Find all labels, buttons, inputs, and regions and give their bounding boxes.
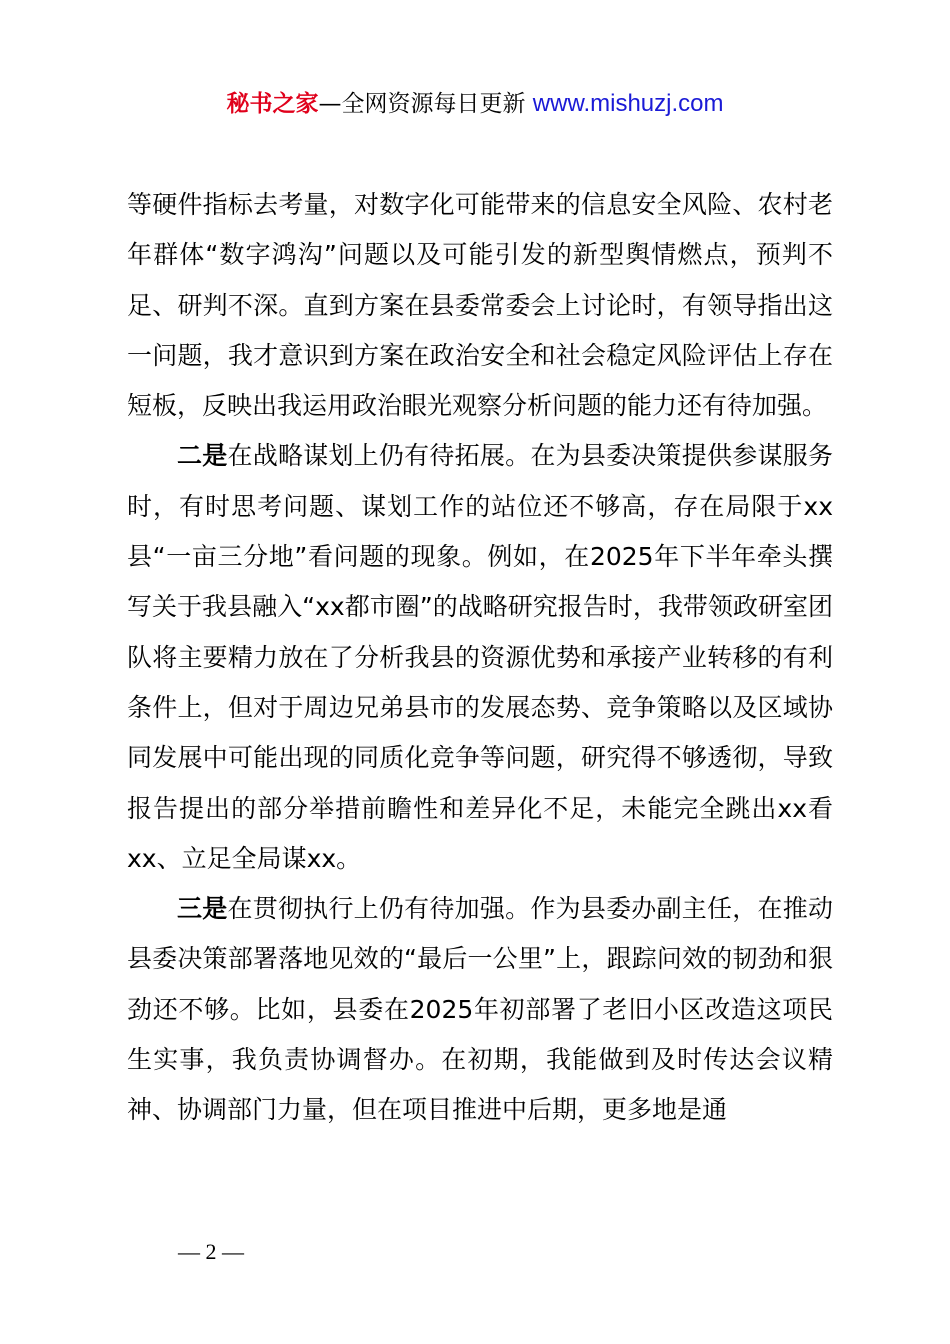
- document-body: [127, 180, 833, 1136]
- paragraph-continued: [127, 180, 833, 431]
- site-header: [0, 88, 950, 120]
- paragraph-text: 等硬件指标去考量，对数字化可能带来的信息安全风险、农村老年群体“数字鸿沟”问题以及可能引发的新型舆情燃点，预判不足、研判不深。直到方案在县委常委会上讨论时，有领导指出这一问题，我才意识到方案在政治安全和社会稳定风险评估上存在短板，反映出我运用政治眼光观察分析问题的能力还有待加强。: [127, 190, 833, 421]
- paragraph-point-three: [127, 884, 833, 1135]
- paragraph-point-two: [127, 431, 833, 884]
- paragraph-lead: 二是: [177, 441, 228, 471]
- header-slogan: —全网资源每日更新: [318, 91, 526, 117]
- page-number: — 2 —: [178, 1239, 244, 1264]
- site-url-link[interactable]: www.mishuzj.com: [532, 90, 724, 117]
- paragraph-text: 在战略谋划上仍有待拓展。在为县委决策提供参谋服务时，有时思考问题、谋划工作的站位还不够高，存在局限于xx县“一亩三分地”看问题的现象。例如，在2025年下半年牵头撰写关于我县融入“xx都市圈”的战略研究报告时，我带领政研室团队将主要精力放在了分析我县的资源优势和承接产业转移的有利条件上，但对于周边兄弟县市的发展态势、竞争策略以及区域协同发展中可能出现的同质化竞争等问题，研究得不够透彻，导致报告提出的部分举措前瞻性和差异化不足，未能完全跳出xx看xx、立足全局谋xx。: [127, 441, 833, 873]
- brand-name: 秘书之家: [226, 91, 319, 117]
- paragraph-lead: 三是: [177, 894, 228, 924]
- paragraph-text: 在贯彻执行上仍有待加强。作为县委办副主任，在推动县委决策部署落地见效的“最后一公里”上，跟踪问效的韧劲和狠劲还不够。比如，县委在2025年初部署了老旧小区改造这项民生实事，我负责协调督办。在初期，我能做到及时传达会议精神、协调部门力量，但在项目推进中后期，更多地是通: [127, 894, 833, 1125]
